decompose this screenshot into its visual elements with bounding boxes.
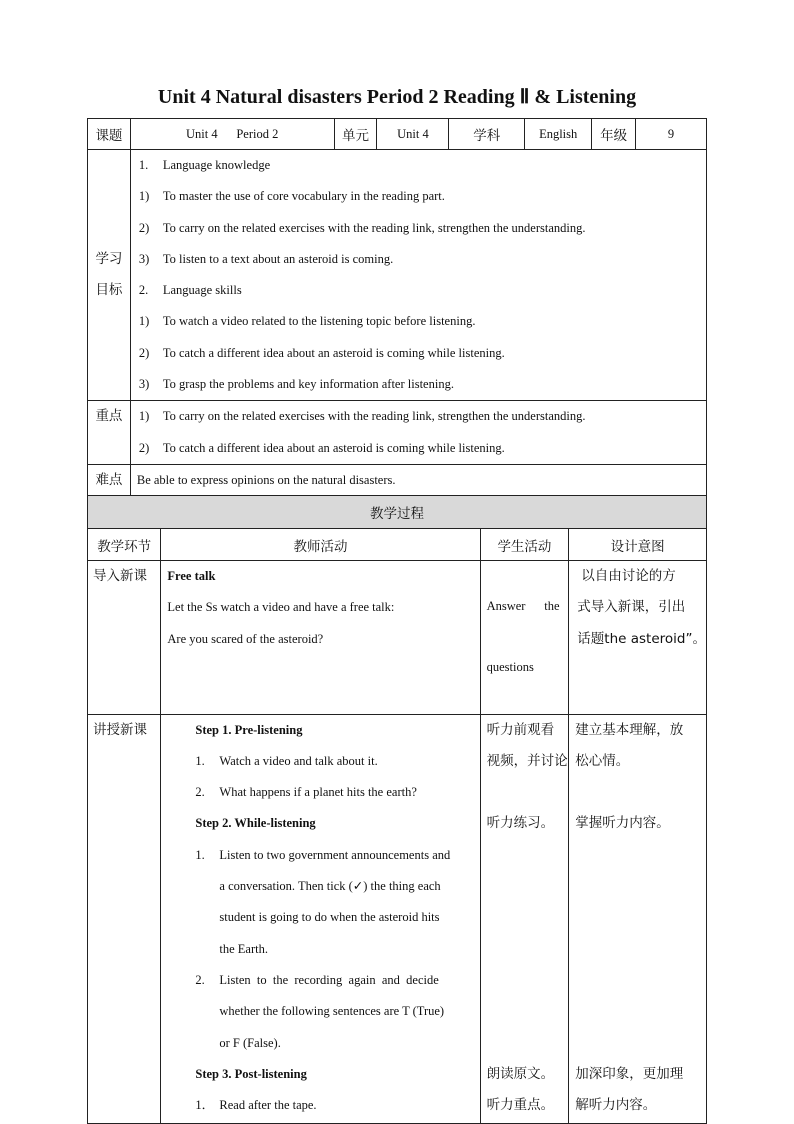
topic-period: Period 2 [236,126,279,141]
step2-title: Step 2. While-listening [195,816,316,831]
unit-label: 单元 [334,119,377,150]
col-stage: 教学环节 [88,529,161,561]
intro-teacher: Free talk Let the Ss watch a video and have a free talk: Are you scared of the asteroid? [161,561,480,715]
objective-line: 3) To grasp the problems and key information after listening. [138,377,454,392]
step2-item2: 2. Listen to the recording again and decide [195,972,439,987]
step2-item1: 1. Listen to two government announcements and [195,847,451,862]
topic-unit: Unit 4 [186,126,218,141]
topic-value [130,119,334,150]
col-design: 设计意图 [569,529,707,561]
teach-stage: 讲授新课 [88,714,161,1124]
grade-value: 9 [636,119,707,150]
objectives-label-2: 目标 [95,282,123,299]
objective-line: 1) To watch a video related to the listening topic before listening. [138,314,476,329]
objectives-content [130,150,706,401]
step3-title: Step 3. Post-listening [195,1066,307,1081]
page-title: Unit 4 Natural disasters Period 2 Reading Ⅱ & Listening [157,86,637,108]
step3-item: 1． Read after the tape. [195,1098,317,1113]
step1-title: Step 1. Pre-listening [195,722,303,737]
process-heading: 教学过程 [88,496,707,529]
intro-design: 以自由讨论的方 式导入新课，引出 话题the asteroid”。 [569,561,707,715]
unit-value: Unit 4 [377,119,449,150]
intro-student: Answer the questions [480,561,569,715]
grade-label: 年级 [592,119,636,150]
topic-label: 课题 [88,119,131,150]
objective-line: 2. Language skills [138,283,242,298]
key-points-content [130,401,706,465]
key-point-line: 2) To catch a different idea about an asteroid is coming while listening. [138,440,505,455]
intro-stage: 导入新课 [88,561,161,715]
objective-line: 2) To catch a different idea about an asteroid is coming while listening. [138,345,505,360]
subject-value: English [525,119,592,150]
step1-item: 2. What happens if a planet hits the earth? [195,785,417,800]
key-points-label: 重点 [88,401,131,465]
col-student: 学生活动 [480,529,569,561]
objective-line: 1) To master the use of core vocabulary in the reading part. [138,189,445,204]
teach-student: 听力前观看 视频，并讨论 听力练习。 朗读原文。 听力重点。 [480,714,569,1124]
col-teacher: 教师活动 [161,529,480,561]
teach-teacher: Step 1. Pre-listening 1. Watch a video and talk about it. 2. What happens if a planet hits the earth? Step 2. While-listening 1. Listen to two government announcements and a conversation. Then tick (✓) the thing each student is going to do when the asteroid hits the Earth. 2. Listen to the recording again and decide whether the following sentences are T (True) or F (False). Step 3. Post-listening 1． Read after the tape. [161,714,480,1124]
step1-item: 1. Watch a video and talk about it. [195,753,378,768]
difficult-label: 难点 [88,464,131,496]
objective-line: 2) To carry on the related exercises with the reading link, strengthen the understanding. [138,220,586,235]
free-talk-title: Free talk [167,569,216,583]
objectives-label [88,150,131,401]
objectives-label-1: 学习 [95,250,123,267]
subject-label: 学科 [449,119,525,150]
objective-line: 1. Language knowledge [138,158,271,172]
key-point-line: 1) To carry on the related exercises with the reading link, strengthen the understanding. [138,409,586,424]
lesson-info-table [87,118,707,497]
difficult-content: Be able to express opinions on the natural disasters. [130,464,706,496]
teaching-process-table [87,495,707,1124]
objective-line: 3) To listen to a text about an asteroid is coming. [138,251,394,266]
teach-design: 建立基本理解，放 松心情。 掌握听力内容。 加深印象，更加理 解听力内容。 [569,714,707,1124]
